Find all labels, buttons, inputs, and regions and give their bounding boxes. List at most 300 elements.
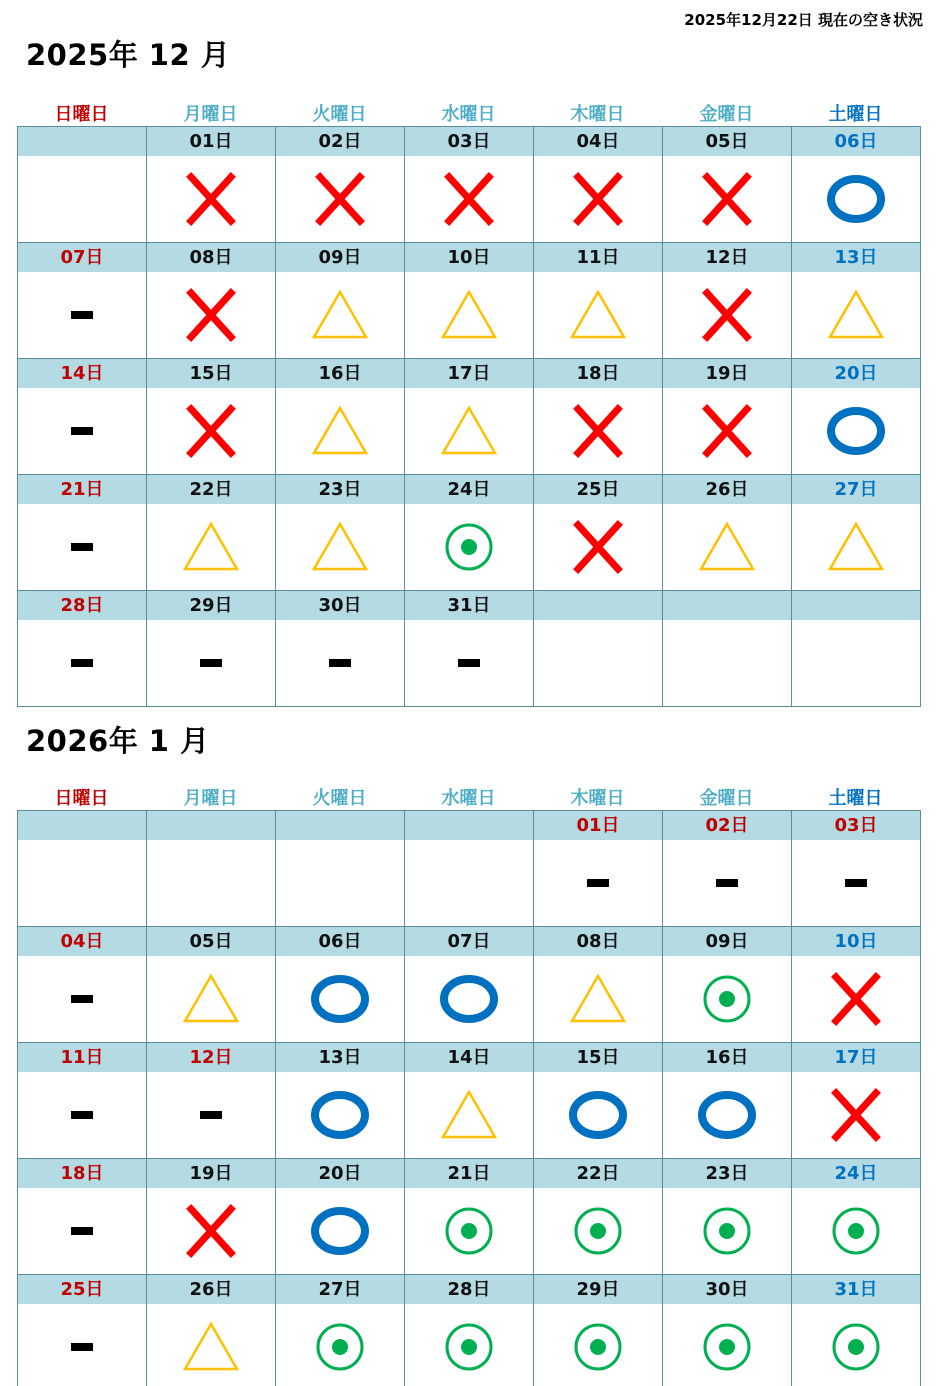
availability-mark — [18, 272, 146, 358]
weekday-sunday: 日曜日 — [54, 788, 109, 809]
day-number: 13日 — [276, 1043, 404, 1072]
empty-date-band — [18, 127, 146, 156]
empty-mark-area — [18, 156, 146, 242]
day-number: 11日 — [534, 243, 662, 272]
weekday-friday: 金曜日 — [699, 104, 754, 125]
cross-icon — [826, 1087, 886, 1143]
day-number: 29日 — [534, 1275, 662, 1304]
day-cell — [405, 127, 534, 243]
triangle-icon — [181, 1319, 241, 1375]
day-number: 26日 — [147, 1275, 275, 1304]
dash-icon — [52, 635, 112, 691]
empty-mark-area — [147, 840, 275, 926]
triangle-icon — [568, 971, 628, 1027]
availability-mark — [276, 956, 404, 1042]
cross-icon — [697, 403, 757, 459]
empty-mark-area — [405, 840, 533, 926]
day-cell — [18, 475, 147, 591]
day-number: 19日 — [663, 359, 791, 388]
double-circle-icon — [568, 1319, 628, 1375]
double-circle-icon — [310, 1319, 370, 1375]
day-number: 03日 — [405, 127, 533, 156]
availability-mark — [792, 1188, 920, 1274]
day-cell — [18, 1159, 147, 1275]
day-number: 15日 — [534, 1043, 662, 1072]
empty-day-cell — [147, 811, 276, 927]
empty-mark-area — [18, 840, 146, 926]
availability-mark — [276, 272, 404, 358]
availability-mark — [18, 1304, 146, 1386]
day-cell — [663, 927, 792, 1043]
availability-mark — [18, 956, 146, 1042]
triangle-icon — [439, 287, 499, 343]
availability-mark — [18, 504, 146, 590]
day-number: 19日 — [147, 1159, 275, 1188]
empty-date-band — [405, 811, 533, 840]
month-title-january: 2026年 1 月 — [26, 724, 210, 758]
double-circle-icon — [568, 1203, 628, 1259]
day-cell — [405, 591, 534, 707]
circle-icon — [568, 1087, 628, 1143]
triangle-icon — [181, 971, 241, 1027]
availability-mark — [534, 956, 662, 1042]
day-cell — [276, 243, 405, 359]
day-cell — [276, 1275, 405, 1386]
empty-date-band — [663, 591, 791, 620]
availability-mark — [792, 156, 920, 242]
empty-date-band — [276, 811, 404, 840]
availability-mark — [147, 956, 275, 1042]
day-number: 24日 — [792, 1159, 920, 1188]
circle-icon — [310, 971, 370, 1027]
weekday-wednesday: 水曜日 — [441, 788, 496, 809]
triangle-icon — [439, 1087, 499, 1143]
day-cell — [405, 475, 534, 591]
circle-icon — [310, 1203, 370, 1259]
empty-day-cell — [405, 811, 534, 927]
day-number: 20日 — [792, 359, 920, 388]
day-number: 02日 — [276, 127, 404, 156]
day-number: 20日 — [276, 1159, 404, 1188]
day-number: 06日 — [276, 927, 404, 956]
availability-mark — [147, 620, 275, 706]
day-cell — [276, 359, 405, 475]
availability-mark — [276, 504, 404, 590]
availability-mark — [534, 388, 662, 474]
weekday-tuesday: 火曜日 — [312, 788, 367, 809]
empty-day-cell — [663, 591, 792, 707]
day-cell — [792, 475, 921, 591]
cross-icon — [568, 403, 628, 459]
day-number: 16日 — [276, 359, 404, 388]
double-circle-icon — [697, 1319, 757, 1375]
availability-mark — [534, 504, 662, 590]
availability-mark — [405, 1188, 533, 1274]
day-number: 13日 — [792, 243, 920, 272]
day-number: 14日 — [405, 1043, 533, 1072]
day-cell — [147, 359, 276, 475]
availability-mark — [792, 272, 920, 358]
circle-icon — [697, 1087, 757, 1143]
double-circle-icon — [439, 1203, 499, 1259]
day-number: 03日 — [792, 811, 920, 840]
day-number: 22日 — [147, 475, 275, 504]
day-cell — [276, 927, 405, 1043]
day-number: 05日 — [147, 927, 275, 956]
day-cell — [663, 475, 792, 591]
double-circle-icon — [826, 1203, 886, 1259]
availability-mark — [147, 156, 275, 242]
day-number: 24日 — [405, 475, 533, 504]
weekday-monday: 月曜日 — [183, 788, 238, 809]
cross-icon — [568, 519, 628, 575]
empty-day-cell — [792, 591, 921, 707]
day-number: 22日 — [534, 1159, 662, 1188]
availability-mark — [534, 156, 662, 242]
cross-icon — [697, 287, 757, 343]
weekday-header-december — [17, 100, 920, 126]
weekday-thursday: 木曜日 — [570, 788, 625, 809]
empty-mark-area — [792, 620, 920, 706]
day-cell — [792, 127, 921, 243]
day-number: 16日 — [663, 1043, 791, 1072]
day-number: 25日 — [18, 1275, 146, 1304]
availability-mark — [663, 1188, 791, 1274]
availability-mark — [663, 840, 791, 926]
availability-mark — [534, 1188, 662, 1274]
day-cell — [18, 1275, 147, 1386]
day-cell — [147, 927, 276, 1043]
day-cell — [147, 475, 276, 591]
day-number: 27日 — [792, 475, 920, 504]
week-row — [18, 927, 921, 1043]
triangle-icon — [439, 403, 499, 459]
day-cell — [534, 475, 663, 591]
empty-day-cell — [276, 811, 405, 927]
triangle-icon — [310, 287, 370, 343]
circle-icon — [439, 971, 499, 1027]
cross-icon — [826, 971, 886, 1027]
triangle-icon — [310, 519, 370, 575]
empty-date-band — [534, 591, 662, 620]
availability-mark — [276, 1304, 404, 1386]
day-number: 01日 — [534, 811, 662, 840]
dash-icon — [181, 635, 241, 691]
day-number: 27日 — [276, 1275, 404, 1304]
availability-mark — [18, 1072, 146, 1158]
availability-mark — [147, 1072, 275, 1158]
availability-mark — [663, 1304, 791, 1386]
day-cell — [792, 243, 921, 359]
weekday-header-january — [17, 784, 920, 810]
empty-date-band — [147, 811, 275, 840]
availability-mark — [405, 388, 533, 474]
cross-icon — [181, 1203, 241, 1259]
day-cell — [792, 811, 921, 927]
day-cell — [147, 127, 276, 243]
day-cell — [663, 1159, 792, 1275]
day-cell — [534, 1275, 663, 1386]
dash-icon — [52, 1087, 112, 1143]
empty-mark-area — [534, 620, 662, 706]
availability-mark — [276, 156, 404, 242]
day-number: 08日 — [534, 927, 662, 956]
day-number: 05日 — [663, 127, 791, 156]
day-number: 28日 — [405, 1275, 533, 1304]
cross-icon — [568, 171, 628, 227]
availability-mark — [147, 1304, 275, 1386]
weekday-saturday: 土曜日 — [828, 104, 883, 125]
day-number: 29日 — [147, 591, 275, 620]
dash-icon — [52, 971, 112, 1027]
cross-icon — [181, 171, 241, 227]
day-cell — [147, 591, 276, 707]
double-circle-icon — [439, 1319, 499, 1375]
availability-mark — [18, 388, 146, 474]
availability-mark — [147, 504, 275, 590]
week-row — [18, 243, 921, 359]
day-number: 10日 — [405, 243, 533, 272]
day-number: 15日 — [147, 359, 275, 388]
day-number: 14日 — [18, 359, 146, 388]
day-number: 02日 — [663, 811, 791, 840]
day-cell — [276, 127, 405, 243]
empty-date-band — [18, 811, 146, 840]
availability-mark — [534, 1304, 662, 1386]
triangle-icon — [697, 519, 757, 575]
day-cell — [276, 1159, 405, 1275]
triangle-icon — [826, 519, 886, 575]
day-number: 21日 — [405, 1159, 533, 1188]
empty-mark-area — [663, 620, 791, 706]
availability-mark — [276, 1188, 404, 1274]
day-cell — [147, 1043, 276, 1159]
day-cell — [534, 243, 663, 359]
day-cell — [18, 591, 147, 707]
double-circle-icon — [697, 971, 757, 1027]
day-number: 17日 — [792, 1043, 920, 1072]
day-number: 31日 — [792, 1275, 920, 1304]
day-number: 25日 — [534, 475, 662, 504]
day-cell — [663, 127, 792, 243]
empty-day-cell — [18, 811, 147, 927]
day-cell — [18, 243, 147, 359]
availability-mark — [405, 956, 533, 1042]
day-number: 01日 — [147, 127, 275, 156]
week-row — [18, 127, 921, 243]
week-row — [18, 359, 921, 475]
weekday-monday: 月曜日 — [183, 104, 238, 125]
dash-icon — [181, 1087, 241, 1143]
availability-mark — [663, 388, 791, 474]
day-cell — [792, 927, 921, 1043]
availability-mark — [405, 1304, 533, 1386]
double-circle-icon — [439, 519, 499, 575]
day-cell — [663, 1043, 792, 1159]
availability-mark — [663, 956, 791, 1042]
availability-mark — [405, 504, 533, 590]
day-number: 23日 — [276, 475, 404, 504]
day-cell — [792, 1275, 921, 1386]
availability-mark — [534, 840, 662, 926]
availability-mark — [663, 156, 791, 242]
availability-mark — [276, 1072, 404, 1158]
cross-icon — [310, 171, 370, 227]
empty-day-cell — [18, 127, 147, 243]
day-cell — [534, 359, 663, 475]
month-title-december: 2025年 12 月 — [26, 38, 231, 72]
availability-mark — [147, 388, 275, 474]
circle-icon — [310, 1087, 370, 1143]
availability-mark — [663, 1072, 791, 1158]
availability-mark — [147, 272, 275, 358]
availability-mark — [792, 1304, 920, 1386]
weekday-thursday: 木曜日 — [570, 104, 625, 125]
circle-icon — [826, 403, 886, 459]
day-cell — [18, 927, 147, 1043]
day-number: 18日 — [18, 1159, 146, 1188]
empty-mark-area — [276, 840, 404, 926]
day-cell — [663, 359, 792, 475]
availability-mark — [147, 1188, 275, 1274]
day-cell — [663, 811, 792, 927]
cross-icon — [697, 171, 757, 227]
day-cell — [147, 1275, 276, 1386]
dash-icon — [310, 635, 370, 691]
availability-mark — [405, 1072, 533, 1158]
day-cell — [18, 359, 147, 475]
availability-mark — [18, 1188, 146, 1274]
dash-icon — [697, 855, 757, 911]
cross-icon — [181, 403, 241, 459]
weekday-friday: 金曜日 — [699, 788, 754, 809]
availability-mark — [405, 156, 533, 242]
day-number: 07日 — [405, 927, 533, 956]
triangle-icon — [568, 287, 628, 343]
week-row — [18, 811, 921, 927]
day-number: 23日 — [663, 1159, 791, 1188]
day-cell — [405, 1159, 534, 1275]
availability-mark — [792, 840, 920, 926]
availability-mark — [792, 504, 920, 590]
day-cell — [147, 243, 276, 359]
availability-mark — [663, 504, 791, 590]
day-number: 28日 — [18, 591, 146, 620]
triangle-icon — [181, 519, 241, 575]
double-circle-icon — [826, 1319, 886, 1375]
availability-mark — [18, 620, 146, 706]
empty-day-cell — [534, 591, 663, 707]
availability-mark — [792, 956, 920, 1042]
circle-icon — [826, 171, 886, 227]
weekday-saturday: 土曜日 — [828, 788, 883, 809]
day-cell — [405, 243, 534, 359]
day-number: 17日 — [405, 359, 533, 388]
day-number: 04日 — [18, 927, 146, 956]
day-number: 30日 — [663, 1275, 791, 1304]
availability-mark — [405, 272, 533, 358]
availability-mark — [792, 1072, 920, 1158]
day-number: 18日 — [534, 359, 662, 388]
day-number: 04日 — [534, 127, 662, 156]
day-cell — [276, 1043, 405, 1159]
day-cell — [792, 359, 921, 475]
day-number: 12日 — [147, 1043, 275, 1072]
day-number: 30日 — [276, 591, 404, 620]
availability-mark — [663, 272, 791, 358]
day-number: 12日 — [663, 243, 791, 272]
day-number: 06日 — [792, 127, 920, 156]
availability-mark — [534, 272, 662, 358]
day-cell — [663, 243, 792, 359]
day-number: 10日 — [792, 927, 920, 956]
day-number: 31日 — [405, 591, 533, 620]
availability-mark — [276, 620, 404, 706]
week-row — [18, 1159, 921, 1275]
triangle-icon — [310, 403, 370, 459]
day-cell — [18, 1043, 147, 1159]
weekday-wednesday: 水曜日 — [441, 104, 496, 125]
dash-icon — [826, 855, 886, 911]
day-cell — [147, 1159, 276, 1275]
dash-icon — [439, 635, 499, 691]
day-cell — [405, 1275, 534, 1386]
day-cell — [405, 927, 534, 1043]
day-number: 08日 — [147, 243, 275, 272]
day-cell — [276, 475, 405, 591]
day-cell — [534, 127, 663, 243]
week-row — [18, 475, 921, 591]
week-row — [18, 1275, 921, 1386]
day-cell — [276, 591, 405, 707]
day-cell — [534, 1159, 663, 1275]
dash-icon — [52, 403, 112, 459]
day-cell — [792, 1159, 921, 1275]
availability-mark — [792, 388, 920, 474]
dash-icon — [52, 287, 112, 343]
day-number: 09日 — [663, 927, 791, 956]
day-cell — [792, 1043, 921, 1159]
dash-icon — [568, 855, 628, 911]
dash-icon — [52, 1319, 112, 1375]
weekday-sunday: 日曜日 — [54, 104, 109, 125]
cross-icon — [439, 171, 499, 227]
weekday-tuesday: 火曜日 — [312, 104, 367, 125]
day-number: 09日 — [276, 243, 404, 272]
calendar-grid-january — [17, 810, 921, 1386]
day-cell — [534, 1043, 663, 1159]
day-cell — [534, 811, 663, 927]
week-row — [18, 1043, 921, 1159]
dash-icon — [52, 519, 112, 575]
day-number: 26日 — [663, 475, 791, 504]
availability-mark — [276, 388, 404, 474]
day-number: 21日 — [18, 475, 146, 504]
dash-icon — [52, 1203, 112, 1259]
day-number: 11日 — [18, 1043, 146, 1072]
cross-icon — [181, 287, 241, 343]
day-cell — [663, 1275, 792, 1386]
availability-mark — [534, 1072, 662, 1158]
day-cell — [405, 359, 534, 475]
day-cell — [534, 927, 663, 1043]
week-row — [18, 591, 921, 707]
day-number: 07日 — [18, 243, 146, 272]
triangle-icon — [826, 287, 886, 343]
empty-date-band — [792, 591, 920, 620]
day-cell — [405, 1043, 534, 1159]
status-timestamp: 2025年12月22日 現在の空き状況 — [684, 11, 923, 29]
